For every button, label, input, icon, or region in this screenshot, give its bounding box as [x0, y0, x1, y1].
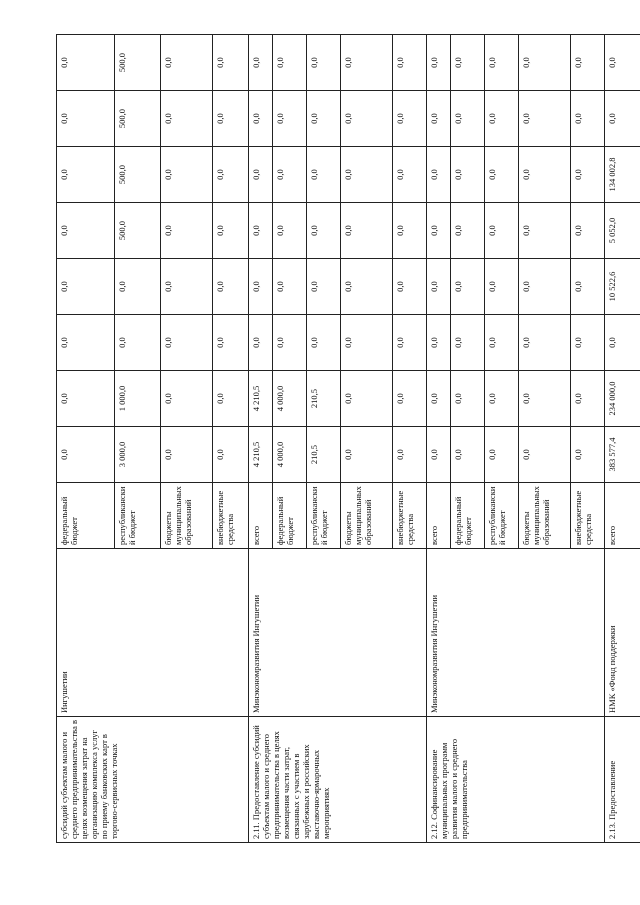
amount-cell: 0,0 — [427, 35, 451, 91]
funding-source-cell: бюджеты муниципальных образований — [341, 483, 393, 549]
amount-cell: 0,0 — [485, 91, 519, 147]
amount-cell: 0,0 — [57, 315, 115, 371]
amount-cell: 500,0 — [115, 91, 161, 147]
executor-cell: НМК «Фонд поддержки — [605, 549, 640, 717]
funding-source-cell: всего — [605, 483, 640, 549]
amount-cell: 500,0 — [115, 147, 161, 203]
amount-cell: 0,0 — [485, 259, 519, 315]
funding-source-cell: внебюджетные средства — [393, 483, 427, 549]
funding-source-cell: внебюджетные средства — [213, 483, 249, 549]
amount-cell: 0,0 — [427, 147, 451, 203]
amount-cell: 0,0 — [307, 259, 341, 315]
amount-cell: 210,5 — [307, 427, 341, 483]
amount-cell: 0,0 — [341, 315, 393, 371]
amount-cell: 0,0 — [393, 427, 427, 483]
amount-cell: 0,0 — [273, 315, 307, 371]
executor-cell: Минэкономразвития Ингушетии — [427, 549, 605, 717]
amount-cell: 4 210,5 — [249, 427, 273, 483]
table-row — [57, 35, 115, 843]
amount-cell: 0,0 — [307, 91, 341, 147]
amount-cell: 0,0 — [213, 91, 249, 147]
amount-cell: 0,0 — [273, 259, 307, 315]
amount-cell: 500,0 — [115, 35, 161, 91]
amount-cell: 0,0 — [341, 203, 393, 259]
amount-cell: 0,0 — [57, 147, 115, 203]
funding-source-cell: республиканский бюджет — [307, 483, 341, 549]
amount-cell: 0,0 — [571, 91, 605, 147]
funding-source-cell: республиканский бюджет — [485, 483, 519, 549]
amount-cell: 0,0 — [451, 371, 485, 427]
amount-cell: 0,0 — [307, 203, 341, 259]
table-body — [57, 35, 640, 843]
amount-cell: 0,0 — [451, 147, 485, 203]
amount-cell: 0,0 — [161, 315, 213, 371]
table-row — [427, 35, 451, 843]
funding-source-cell: бюджеты муниципальных образований — [519, 483, 571, 549]
amount-cell: 0,0 — [605, 91, 640, 147]
amount-cell: 0,0 — [213, 203, 249, 259]
measure-name-cell: 2.11. Предоставление субсидий субъектам малого и среднего предпринимательства в целях возмещения части затрат, связанных с участием в зарубежных и российских выставочно-ярмарочных мероприятиях — [249, 717, 427, 843]
amount-cell: 0,0 — [427, 91, 451, 147]
measure-name-cell: субсидий субъектам малого и среднего предпринимательства в целях возмещения затрат на организацию комплекса услуг по приему банковских карт в торгово-сервисных точках — [57, 717, 249, 843]
amount-cell: 0,0 — [249, 203, 273, 259]
amount-cell: 4 000,0 — [273, 427, 307, 483]
amount-cell: 0,0 — [57, 35, 115, 91]
amount-cell: 0,0 — [161, 147, 213, 203]
funding-source-cell: всего — [249, 483, 273, 549]
amount-cell: 0,0 — [213, 315, 249, 371]
amount-cell: 0,0 — [341, 371, 393, 427]
amount-cell: 4 000,0 — [273, 371, 307, 427]
amount-cell: 0,0 — [161, 91, 213, 147]
amount-cell: 0,0 — [519, 35, 571, 91]
amount-cell: 0,0 — [485, 35, 519, 91]
amount-cell: 0,0 — [341, 35, 393, 91]
amount-cell: 0,0 — [393, 91, 427, 147]
rotated-page — [56, 35, 617, 843]
amount-cell: 0,0 — [393, 35, 427, 91]
amount-cell: 0,0 — [273, 147, 307, 203]
amount-cell: 5 052,0 — [605, 203, 640, 259]
amount-cell: 234 000,0 — [605, 371, 640, 427]
amount-cell: 0,0 — [161, 259, 213, 315]
amount-cell: 134 002,8 — [605, 147, 640, 203]
amount-cell: 0,0 — [115, 315, 161, 371]
amount-cell: 0,0 — [485, 147, 519, 203]
table-row — [249, 35, 273, 843]
amount-cell: 0,0 — [393, 147, 427, 203]
amount-cell: 0,0 — [451, 259, 485, 315]
amount-cell: 3 000,0 — [115, 427, 161, 483]
amount-cell: 0,0 — [115, 259, 161, 315]
amount-cell: 0,0 — [341, 147, 393, 203]
amount-cell: 0,0 — [571, 147, 605, 203]
amount-cell: 210,5 — [307, 371, 341, 427]
amount-cell: 0,0 — [451, 35, 485, 91]
amount-cell: 0,0 — [213, 147, 249, 203]
amount-cell: 0,0 — [393, 315, 427, 371]
amount-cell: 0,0 — [307, 35, 341, 91]
funding-source-cell: федеральный бюджет — [57, 483, 115, 549]
table-row — [605, 35, 640, 843]
amount-cell: 0,0 — [161, 203, 213, 259]
amount-cell: 0,0 — [485, 371, 519, 427]
amount-cell: 0,0 — [161, 35, 213, 91]
amount-cell: 0,0 — [273, 91, 307, 147]
amount-cell: 383 577,4 — [605, 427, 640, 483]
amount-cell: 0,0 — [249, 259, 273, 315]
amount-cell: 0,0 — [273, 203, 307, 259]
amount-cell: 0,0 — [519, 91, 571, 147]
amount-cell: 0,0 — [341, 91, 393, 147]
amount-cell: 0,0 — [427, 315, 451, 371]
measure-name-cell: 2.13. Предоставление — [605, 717, 640, 843]
amount-cell: 0,0 — [571, 371, 605, 427]
amount-cell: 0,0 — [213, 371, 249, 427]
executor-cell: Минэкономразвития Ингушетии — [249, 549, 427, 717]
amount-cell: 0,0 — [213, 35, 249, 91]
amount-cell: 0,0 — [57, 203, 115, 259]
amount-cell: 0,0 — [519, 147, 571, 203]
amount-cell: 0,0 — [213, 427, 249, 483]
amount-cell: 0,0 — [273, 35, 307, 91]
amount-cell: 0,0 — [485, 315, 519, 371]
amount-cell: 0,0 — [519, 259, 571, 315]
amount-cell: 0,0 — [427, 371, 451, 427]
amount-cell: 0,0 — [571, 427, 605, 483]
amount-cell: 0,0 — [57, 91, 115, 147]
amount-cell: 0,0 — [57, 259, 115, 315]
measure-name-cell: 2.12. Софинансирование муниципальных программ развития малого и среднего предпринимательства — [427, 717, 605, 843]
amount-cell: 0,0 — [57, 427, 115, 483]
amount-cell: 0,0 — [307, 147, 341, 203]
funding-source-cell: внебюджетные средства — [571, 483, 605, 549]
amount-cell: 0,0 — [57, 371, 115, 427]
funding-source-cell: всего — [427, 483, 451, 549]
amount-cell: 0,0 — [393, 371, 427, 427]
amount-cell: 0,0 — [341, 259, 393, 315]
amount-cell: 0,0 — [427, 427, 451, 483]
funding-source-cell: федеральный бюджет — [273, 483, 307, 549]
amount-cell: 0,0 — [161, 371, 213, 427]
amount-cell: 0,0 — [519, 203, 571, 259]
amount-cell: 0,0 — [485, 427, 519, 483]
amount-cell: 0,0 — [571, 259, 605, 315]
amount-cell: 1 000,0 — [115, 371, 161, 427]
amount-cell: 0,0 — [427, 203, 451, 259]
amount-cell: 0,0 — [393, 203, 427, 259]
amount-cell: 0,0 — [393, 259, 427, 315]
amount-cell: 0,0 — [161, 427, 213, 483]
funding-source-cell: бюджеты муниципальных образований — [161, 483, 213, 549]
amount-cell: 0,0 — [571, 35, 605, 91]
amount-cell: 0,0 — [605, 35, 640, 91]
funding-source-cell: республиканский бюджет — [115, 483, 161, 549]
amount-cell: 0,0 — [571, 315, 605, 371]
executor-cell: Ингушетии — [57, 549, 249, 717]
amount-cell: 0,0 — [213, 259, 249, 315]
amount-cell: 4 210,5 — [249, 371, 273, 427]
funding-source-cell: федеральный бюджет — [451, 483, 485, 549]
amount-cell: 0,0 — [249, 147, 273, 203]
amount-cell: 0,0 — [427, 259, 451, 315]
amount-cell: 0,0 — [605, 315, 640, 371]
amount-cell: 0,0 — [249, 91, 273, 147]
amount-cell: 10 522,6 — [605, 259, 640, 315]
amount-cell: 0,0 — [519, 427, 571, 483]
amount-cell: 0,0 — [341, 427, 393, 483]
amount-cell: 0,0 — [451, 427, 485, 483]
amount-cell: 0,0 — [571, 203, 605, 259]
budget-table — [56, 34, 640, 843]
amount-cell: 0,0 — [249, 35, 273, 91]
amount-cell: 0,0 — [307, 315, 341, 371]
amount-cell: 0,0 — [451, 91, 485, 147]
amount-cell: 0,0 — [451, 315, 485, 371]
amount-cell: 0,0 — [451, 203, 485, 259]
amount-cell: 0,0 — [249, 315, 273, 371]
amount-cell: 0,0 — [519, 315, 571, 371]
amount-cell: 0,0 — [485, 203, 519, 259]
amount-cell: 500,0 — [115, 203, 161, 259]
amount-cell: 0,0 — [519, 371, 571, 427]
